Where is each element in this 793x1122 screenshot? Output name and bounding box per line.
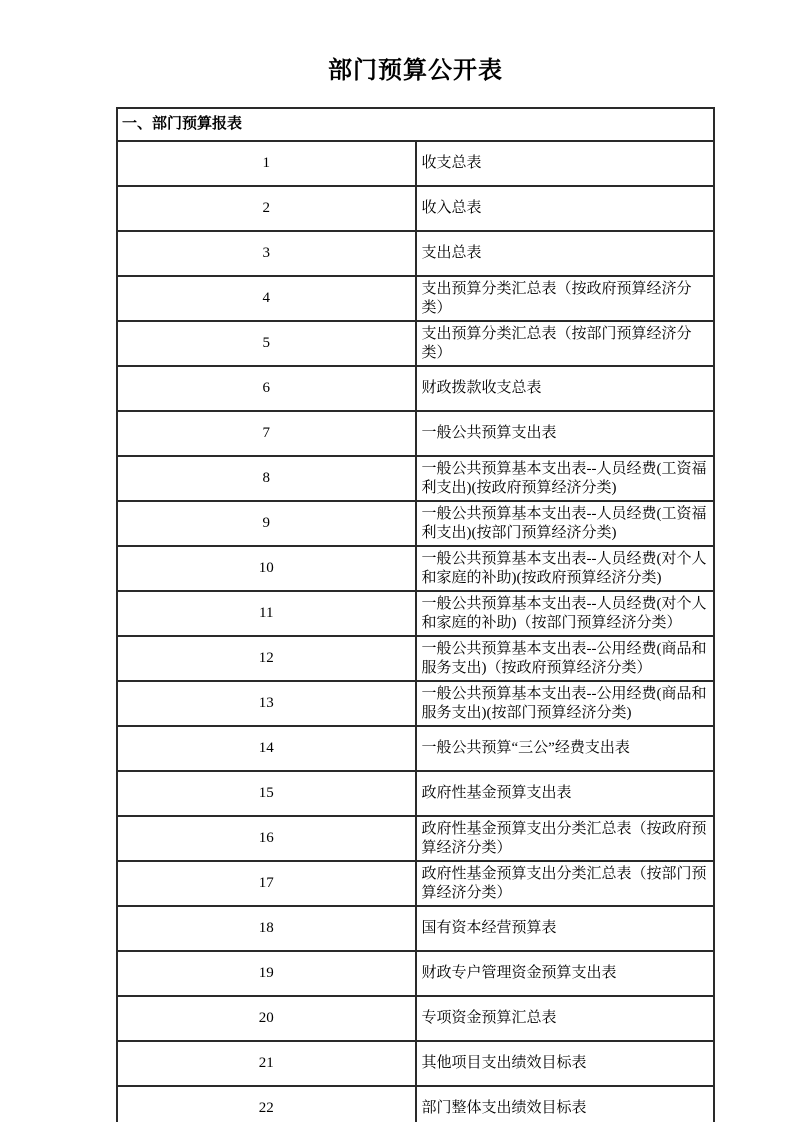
- section-header: 一、部门预算报表: [117, 108, 714, 141]
- budget-table-body: [117, 108, 714, 1122]
- row-number: 8: [117, 456, 416, 501]
- row-title: 部门整体支出绩效目标表: [416, 1086, 715, 1122]
- row-title: 政府性基金预算支出表: [416, 771, 715, 816]
- row-number: 21: [117, 1041, 416, 1086]
- table-row: [117, 231, 714, 276]
- row-title: 专项资金预算汇总表: [416, 996, 715, 1041]
- table-row: [117, 321, 714, 366]
- section-header-row: [117, 108, 714, 141]
- row-number: 19: [117, 951, 416, 996]
- table-row: [117, 726, 714, 771]
- table-row: [117, 141, 714, 186]
- table-row: [117, 906, 714, 951]
- row-number: 11: [117, 591, 416, 636]
- row-title: 支出总表: [416, 231, 715, 276]
- table-row: [117, 186, 714, 231]
- table-row: [117, 996, 714, 1041]
- table-row: [117, 1041, 714, 1086]
- row-number: 12: [117, 636, 416, 681]
- table-row: [117, 771, 714, 816]
- row-number: 9: [117, 501, 416, 546]
- table-row: [117, 366, 714, 411]
- page-title: 部门预算公开表: [328, 58, 503, 84]
- row-title: 支出预算分类汇总表（按政府预算经济分类）: [416, 276, 715, 321]
- row-title: 一般公共预算基本支出表--人员经费(对个人和家庭的补助)(按政府预算经济分类): [416, 546, 715, 591]
- row-number: 10: [117, 546, 416, 591]
- row-title: 一般公共预算基本支出表--人员经费(对个人和家庭的补助)（按部门预算经济分类）: [416, 591, 715, 636]
- row-number: 17: [117, 861, 416, 906]
- row-title: 收支总表: [416, 141, 715, 186]
- table-row: [117, 861, 714, 906]
- row-title: 政府性基金预算支出分类汇总表（按政府预算经济分类）: [416, 816, 715, 861]
- row-number: 20: [117, 996, 416, 1041]
- table-row: [117, 411, 714, 456]
- table-row: [117, 276, 714, 321]
- table-row: [117, 501, 714, 546]
- row-number: 16: [117, 816, 416, 861]
- row-number: 18: [117, 906, 416, 951]
- budget-table: [116, 107, 715, 1122]
- row-title: 支出预算分类汇总表（按部门预算经济分类）: [416, 321, 715, 366]
- row-number: 5: [117, 321, 416, 366]
- table-row: [117, 546, 714, 591]
- row-number: 22: [117, 1086, 416, 1122]
- row-title: 财政专户管理资金预算支出表: [416, 951, 715, 996]
- row-title: 一般公共预算基本支出表--公用经费(商品和服务支出)（按政府预算经济分类）: [416, 636, 715, 681]
- row-title: 一般公共预算“三公”经费支出表: [416, 726, 715, 771]
- row-title: 一般公共预算支出表: [416, 411, 715, 456]
- row-title: 其他项目支出绩效目标表: [416, 1041, 715, 1086]
- row-number: 3: [117, 231, 416, 276]
- table-row: [117, 681, 714, 726]
- row-title: 一般公共预算基本支出表--人员经费(工资福利支出)(按政府预算经济分类): [416, 456, 715, 501]
- row-title: 一般公共预算基本支出表--人员经费(工资福利支出)(按部门预算经济分类): [416, 501, 715, 546]
- row-number: 15: [117, 771, 416, 816]
- row-title: 政府性基金预算支出分类汇总表（按部门预算经济分类）: [416, 861, 715, 906]
- row-number: 13: [117, 681, 416, 726]
- row-title: 国有资本经营预算表: [416, 906, 715, 951]
- row-title: 收入总表: [416, 186, 715, 231]
- row-number: 7: [117, 411, 416, 456]
- row-number: 1: [117, 141, 416, 186]
- row-number: 14: [117, 726, 416, 771]
- table-row: [117, 1086, 714, 1122]
- table-row: [117, 951, 714, 996]
- row-title: 财政拨款收支总表: [416, 366, 715, 411]
- table-row: [117, 456, 714, 501]
- row-number: 4: [117, 276, 416, 321]
- table-row: [117, 591, 714, 636]
- table-row: [117, 636, 714, 681]
- table-row: [117, 816, 714, 861]
- row-title: 一般公共预算基本支出表--公用经费(商品和服务支出)(按部门预算经济分类): [416, 681, 715, 726]
- row-number: 2: [117, 186, 416, 231]
- row-number: 6: [117, 366, 416, 411]
